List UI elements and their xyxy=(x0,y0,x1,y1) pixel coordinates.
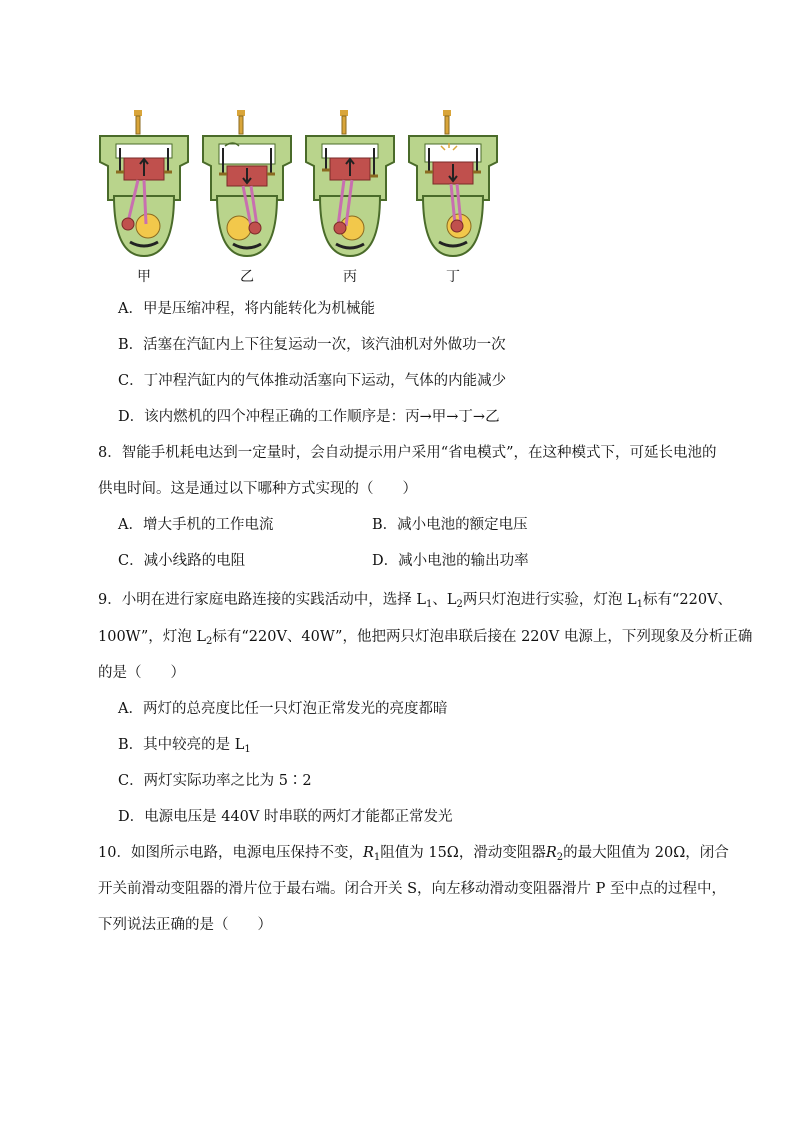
engine-label-yi: 乙 xyxy=(240,269,254,285)
engine-stroke-jia xyxy=(96,110,192,285)
q7-option-b: B．活塞在汽缸内上下往复运动一次，该汽油机对外做功一次 xyxy=(118,337,506,353)
q9-stem-line2: 100W”，灯泡 $L_2$标有“220V、40W”，他把两只灯泡串联后接在 220V 电源上，下列现象及分析正确 xyxy=(98,629,753,647)
engine-label-bing: 丙 xyxy=(343,269,357,285)
engine-diagram-jia xyxy=(96,110,192,258)
engine-diagram-yi xyxy=(199,110,295,258)
q8-stem-line1: 8．智能手机耗电达到一定量时，会自动提示用户采用“省电模式”，在这种模式下，可延长电池的 xyxy=(98,445,717,461)
q9-option-a: A．两灯的总亮度比任一只灯泡正常发光的亮度都暗 xyxy=(118,701,448,717)
engine-strokes-figure xyxy=(96,110,496,285)
q8-stem-line2: 供电时间。这是通过以下哪种方式实现的（ ） xyxy=(98,481,417,497)
engine-diagram-bing xyxy=(302,110,398,258)
q9-stem-line3: 的是（ ） xyxy=(98,665,185,681)
q9-stem-line1: 9．小明在进行家庭电路连接的实践活动中，选择 $L_1$、$L_2$两只灯泡进行实验，灯泡 $L_1$标有“220V、 xyxy=(98,592,733,610)
engine-label-ding: 丁 xyxy=(446,269,460,285)
q9-option-b: B．其中较亮的是 $L_1$ xyxy=(118,737,251,755)
q7-option-a: A．甲是压缩冲程，将内能转化为机械能 xyxy=(118,301,375,317)
engine-stroke-bing xyxy=(302,110,398,285)
q8-option-d: D．减小电池的输出功率 xyxy=(372,553,529,569)
q10-stem-line1: 10．如图所示电路，电源电压保持不变，$R_1$阻值为 15Ω，滑动变阻器$R_2$的最大阻值为 20Ω，闭合 xyxy=(98,845,729,863)
q10-stem-line2: 开关前滑动变阻器的滑片位于最右端。闭合开关 S，向左移动滑动变阻器滑片 P 至中点的过程中， xyxy=(98,881,727,897)
q10-stem-line3: 下列说法正确的是（ ） xyxy=(98,917,272,933)
engine-stroke-yi xyxy=(199,110,295,285)
q9-option-c: C．两灯实际功率之比为 5∶2 xyxy=(118,773,312,789)
q7-option-d: D．该内燃机的四个冲程正确的工作顺序是：丙→甲→丁→乙 xyxy=(118,409,500,425)
q9-option-d: D．电源电压是 440V 时串联的两灯才能都正常发光 xyxy=(118,809,453,825)
engine-label-jia: 甲 xyxy=(137,269,151,285)
engine-stroke-ding xyxy=(405,110,501,285)
q8-option-c: C．减小线路的电阻 xyxy=(118,553,246,569)
q8-option-b: B．减小电池的额定电压 xyxy=(372,517,528,533)
q7-option-c: C．丁冲程汽缸内的气体推动活塞向下运动，气体的内能减少 xyxy=(118,373,507,389)
q8-option-a: A．增大手机的工作电流 xyxy=(118,517,274,533)
engine-diagram-ding xyxy=(405,110,501,258)
